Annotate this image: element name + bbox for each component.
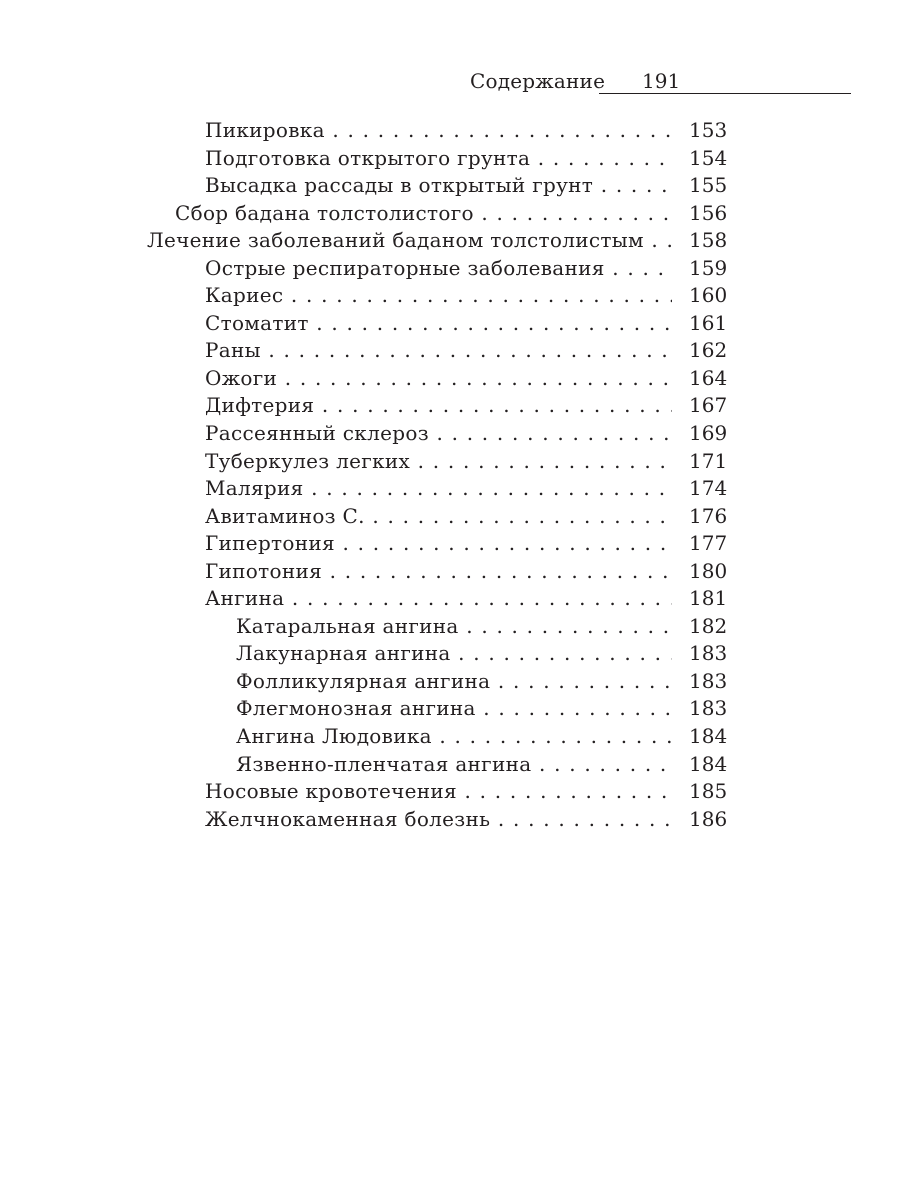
toc-entry-page: 181	[689, 586, 728, 611]
toc-entry	[0, 145, 900, 173]
toc-entry-page: 184	[689, 724, 728, 749]
toc-entry	[0, 392, 900, 420]
toc-entry-title: Кариес . . .	[205, 282, 672, 309]
toc-entry-title: Дифтерия . . .	[205, 392, 672, 419]
toc-entry-title: Малярия . . .	[205, 475, 672, 502]
toc-entry	[0, 585, 900, 613]
toc-entry	[0, 200, 900, 228]
toc-entry-page: 180	[689, 558, 728, 583]
toc-entry-page: 169	[689, 421, 728, 446]
toc-entry-page: 164	[689, 365, 728, 390]
toc-entry-title: Высадка рассады в открытый грунт . . .	[205, 172, 672, 199]
toc-entry-page: 171	[689, 448, 728, 473]
toc-entry-title: Лечение заболеваний баданом толстолистым . . .	[147, 227, 672, 254]
toc-entry-page: 177	[689, 531, 728, 556]
toc-entry-page: 176	[689, 503, 728, 528]
toc-entry-title: Ангина . . .	[205, 585, 672, 612]
toc-entry	[0, 227, 900, 255]
toc-entry-title: Флегмонозная ангина . . .	[236, 695, 672, 722]
toc-entry-page: 174	[689, 476, 728, 501]
toc-entry-page: 183	[689, 668, 728, 693]
toc-entry-page: 183	[689, 641, 728, 666]
toc-entry	[0, 448, 900, 476]
toc-entry-page: 185	[689, 779, 728, 804]
toc-entry-page: 154	[689, 145, 728, 170]
toc-entry-page: 182	[689, 613, 728, 638]
toc-entry	[0, 475, 900, 503]
toc-entry-title: Пикировка . . .	[205, 117, 672, 144]
toc-entry-title: Лакунарная ангина . . .	[236, 640, 672, 667]
toc-entry	[0, 640, 900, 668]
toc-entry-title: Ангина Людовика . . .	[236, 723, 672, 750]
page-number: 191	[642, 69, 681, 93]
toc-entry	[0, 751, 900, 779]
toc-entry	[0, 255, 900, 283]
table-of-contents	[0, 117, 900, 833]
toc-entry-title: Желчнокаменная болезнь . . .	[205, 806, 672, 833]
toc-entry	[0, 172, 900, 200]
toc-entry	[0, 282, 900, 310]
toc-entry-page: 184	[689, 751, 728, 776]
toc-entry-title: Ожоги . . .	[205, 365, 672, 392]
header-rule	[599, 93, 851, 94]
toc-entry	[0, 806, 900, 834]
toc-entry-page: 156	[689, 200, 728, 225]
toc-entry	[0, 503, 900, 531]
toc-entry-page: 160	[689, 283, 728, 308]
toc-entry-page: 159	[689, 255, 728, 280]
toc-entry-title: Фолликулярная ангина . . .	[236, 668, 672, 695]
toc-entry	[0, 530, 900, 558]
toc-entry	[0, 117, 900, 145]
toc-entry-title: Туберкулез легких . . .	[205, 448, 672, 475]
toc-entry	[0, 420, 900, 448]
toc-entry-page: 161	[689, 310, 728, 335]
toc-entry-title: Подготовка открытого грунта . . .	[205, 145, 672, 172]
toc-entry-page: 167	[689, 393, 728, 418]
toc-entry-page: 158	[689, 228, 728, 253]
toc-entry	[0, 723, 900, 751]
toc-entry-page: 183	[689, 696, 728, 721]
toc-entry-page: 186	[689, 806, 728, 831]
toc-entry-title: Язвенно-пленчатая ангина . . .	[236, 751, 672, 778]
toc-entry-page: 153	[689, 118, 728, 142]
toc-entry	[0, 695, 900, 723]
toc-entry-title: Стоматит . . .	[205, 310, 672, 337]
toc-entry-page: 155	[689, 173, 728, 198]
toc-entry	[0, 337, 900, 365]
toc-entry-title: Катаральная ангина . . .	[236, 613, 672, 640]
toc-entry-title: Авитаминоз С. . . .	[205, 503, 672, 530]
toc-entry-title: Рассеянный склероз . . .	[205, 420, 672, 447]
toc-entry-title: Гипертония . . .	[205, 530, 672, 557]
running-header-title: Содержание	[470, 69, 606, 93]
toc-entry	[0, 668, 900, 696]
toc-entry	[0, 365, 900, 393]
toc-entry	[0, 613, 900, 641]
toc-entry	[0, 310, 900, 338]
toc-entry-title: Носовые кровотечения . . .	[205, 778, 672, 805]
toc-entry-page: 162	[689, 338, 728, 363]
toc-entry-title: Сбор бадана толстолистого . . .	[175, 200, 672, 227]
toc-entry	[0, 558, 900, 586]
toc-entry-title: Гипотония . . .	[205, 558, 672, 585]
toc-entry-title: Раны . . .	[205, 337, 672, 364]
toc-entry-title: Острые респираторные заболевания . . .	[205, 255, 672, 282]
toc-entry	[0, 778, 900, 806]
running-header	[470, 66, 851, 96]
